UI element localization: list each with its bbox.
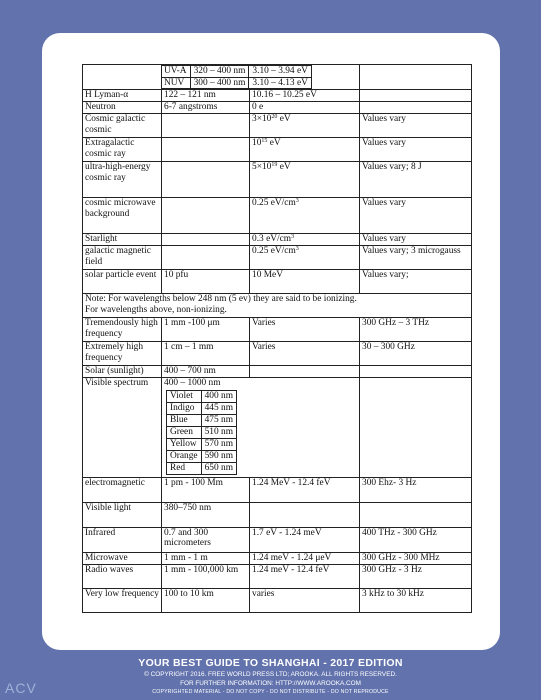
wavelength-cell: 10 pfu — [162, 270, 250, 294]
table-row — [83, 477, 472, 502]
table-row — [83, 246, 472, 270]
table-row — [83, 366, 472, 378]
note-line: Note: For wavelengths below 248 nm (5 ev) they are said to be ionizing. — [85, 294, 357, 305]
energy-exponent: 3 — [295, 246, 299, 253]
color-row — [167, 402, 237, 414]
color-wavelength: 475 nm — [201, 414, 236, 426]
row-label: ultra-high-energy cosmic ray — [83, 162, 162, 198]
value-cell: Values vary — [360, 198, 472, 234]
energy-cell: 1.24 meV - 12.4 feV — [250, 564, 360, 588]
wavelength-cell — [162, 162, 250, 198]
visible-range: 400 – 1000 nm — [164, 378, 221, 389]
color-row — [167, 390, 237, 402]
value-cell: 400 THz - 300 GHz — [360, 527, 472, 552]
value-cell — [360, 90, 472, 102]
table-row — [83, 552, 472, 564]
color-row — [167, 462, 237, 474]
energy-base: 10 — [252, 138, 262, 149]
table-row — [83, 102, 472, 114]
note-cell — [83, 294, 472, 318]
energy-base: 0.25 eV/cm — [252, 198, 296, 209]
table-row — [83, 564, 472, 588]
color-wavelength: 510 nm — [201, 426, 236, 438]
wavelength-cell — [162, 246, 250, 270]
row-label: Visible light — [83, 502, 162, 527]
footer-copyright: © COPYRIGHT 2016. FREE WORLD PRESS LTD; AROOKA. ALL RIGHTS RESERVED. — [144, 671, 397, 678]
table-row — [83, 270, 472, 294]
color-row — [167, 426, 237, 438]
color-name: Indigo — [167, 402, 202, 414]
row-label: H Lyman-α — [83, 90, 162, 102]
uv-band: NUV — [162, 77, 191, 89]
color-name: Orange — [167, 450, 202, 462]
energy-cell — [250, 502, 360, 527]
color-row — [167, 450, 237, 462]
energy-unit: eV — [267, 138, 281, 149]
energy-cell — [250, 138, 360, 162]
uv-band: UV-A — [162, 66, 191, 78]
value-cell: 30 – 300 GHz — [360, 342, 472, 366]
energy-base: 3×10 — [252, 114, 272, 125]
color-wavelength: 400 nm — [201, 390, 236, 402]
table-row — [83, 342, 472, 366]
row-label: Tremendously high frequency — [83, 318, 162, 342]
wavelength-cell — [162, 114, 250, 138]
color-name: Yellow — [167, 438, 202, 450]
energy-unit: eV — [277, 162, 291, 173]
value-cell: Values vary — [360, 234, 472, 246]
table-cell — [360, 378, 472, 478]
row-label: Cosmic galactic cosmic — [83, 114, 162, 138]
table-row — [83, 138, 472, 162]
value-cell — [360, 366, 472, 378]
wavelength-cell — [162, 198, 250, 234]
energy-exponent: 20 — [271, 114, 278, 121]
wavelength-cell: 400 – 700 nm — [162, 366, 250, 378]
table-row — [83, 588, 472, 612]
color-wavelength: 590 nm — [201, 450, 236, 462]
energy-exponent: 3 — [291, 234, 295, 241]
energy-cell: 10.16 – 10.25 eV — [250, 90, 360, 102]
uv-subtable — [162, 65, 312, 89]
wavelength-cell: 1 mm - 1 m — [162, 552, 250, 564]
energy-base: 5×10 — [252, 162, 272, 173]
energy-cell — [250, 162, 360, 198]
value-cell — [360, 502, 472, 527]
uv-row — [83, 65, 472, 90]
table-row — [83, 527, 472, 552]
table-row — [83, 198, 472, 234]
energy-cell — [250, 198, 360, 234]
footer-title: YOUR BEST GUIDE TO SHANGHAI - 2017 EDITION — [138, 657, 403, 669]
wavelength-cell: 0.7 and 300 micrometers — [162, 527, 250, 552]
value-cell: 300 GHz – 3 THz — [360, 318, 472, 342]
color-row — [167, 438, 237, 450]
row-label: Infrared — [83, 527, 162, 552]
spectrum-table — [82, 64, 472, 613]
wavelength-cell: 380–750 nm — [162, 502, 250, 527]
energy-cell: Varies — [250, 318, 360, 342]
color-row — [167, 414, 237, 426]
color-name: Red — [167, 462, 202, 474]
energy-cell: 10 MeV — [250, 270, 360, 294]
energy-cell: 1.7 eV - 1.24 meV — [250, 527, 360, 552]
color-table — [166, 390, 237, 475]
uv-row-nuv — [162, 77, 312, 89]
note-row — [83, 294, 472, 318]
value-cell: Values vary; 8 J — [360, 162, 472, 198]
energy-exponent: 3 — [295, 198, 299, 205]
color-wavelength: 650 nm — [201, 462, 236, 474]
color-name: Violet — [167, 390, 202, 402]
wavelength-cell — [162, 138, 250, 162]
energy-base: 0.25 eV/cm — [252, 246, 296, 257]
row-label: Visible spectrum — [83, 378, 162, 478]
wavelength-cell: 1 mm -100 μm — [162, 318, 250, 342]
wavelength-cell: 6-7 angstroms — [162, 102, 250, 114]
value-cell: 300 GHz - 300 MHz — [360, 552, 472, 564]
row-label: Neutron — [83, 102, 162, 114]
row-label: electromagnetic — [83, 477, 162, 502]
energy-exponent: 19 — [271, 162, 278, 169]
uv-cell — [162, 65, 360, 90]
energy-cell — [250, 366, 360, 378]
value-cell: Values vary — [360, 114, 472, 138]
uv-range: 320 – 400 nm — [190, 66, 249, 78]
row-label: galactic magnetic field — [83, 246, 162, 270]
table-cell — [360, 65, 472, 90]
energy-base: 0.3 eV/cm — [252, 234, 292, 245]
value-cell: 300 Ehz- 3 Hz — [360, 477, 472, 502]
energy-cell: 1.24 MeV - 12.4 feV — [250, 477, 360, 502]
color-wavelength: 570 nm — [201, 438, 236, 450]
row-label: cosmic microwave background — [83, 198, 162, 234]
wavelength-cell: 122 – 121 nm — [162, 90, 250, 102]
wavelength-cell: 1 mm - 100,000 km — [162, 564, 250, 588]
value-cell: 3 kHz to 30 kHz — [360, 588, 472, 612]
table-row — [83, 114, 472, 138]
uv-row-a — [162, 66, 312, 78]
table-row — [83, 90, 472, 102]
row-label: Extragalactic cosmic ray — [83, 138, 162, 162]
value-cell: Values vary; — [360, 270, 472, 294]
row-label: Extremely high frequency — [83, 342, 162, 366]
table-row — [83, 234, 472, 246]
uv-range: 300 – 400 nm — [190, 77, 249, 89]
wavelength-cell: 1 cm – 1 mm — [162, 342, 250, 366]
value-cell: Values vary; 3 microgauss — [360, 246, 472, 270]
energy-cell — [250, 114, 360, 138]
value-cell — [360, 102, 472, 114]
visible-spectrum-cell — [162, 378, 360, 478]
row-label: Starlight — [83, 234, 162, 246]
row-label: Radio waves — [83, 564, 162, 588]
row-label: solar particle event — [83, 270, 162, 294]
row-label: Very low frequency — [83, 588, 162, 612]
value-cell: 300 GHz - 3 Hz — [360, 564, 472, 588]
uv-energy: 3.10 – 3.94 eV — [249, 66, 311, 78]
table-row — [83, 502, 472, 527]
energy-cell — [250, 234, 360, 246]
energy-unit: eV — [277, 114, 291, 125]
energy-cell: 1.24 meV - 1.24 μeV — [250, 552, 360, 564]
color-name: Green — [167, 426, 202, 438]
wavelength-cell — [162, 234, 250, 246]
watermark: ACV — [5, 680, 37, 696]
energy-cell: Varies — [250, 342, 360, 366]
energy-cell: 0 e — [250, 102, 360, 114]
uv-energy: 3.10 – 4.13 eV — [249, 77, 311, 89]
wavelength-cell: 100 to 10 km — [162, 588, 250, 612]
footer-notice: COPYRIGHTED MATERIAL - DO NOT COPY - DO NOT DISTRIBUTE - DO NOT REPRODUCE — [152, 689, 389, 695]
value-cell: Values vary — [360, 138, 472, 162]
color-name: Blue — [167, 414, 202, 426]
row-label: Microwave — [83, 552, 162, 564]
table-row — [83, 318, 472, 342]
row-label: Solar (sunlight) — [83, 366, 162, 378]
energy-exponent: 15 — [261, 138, 268, 145]
energy-cell: varies — [250, 588, 360, 612]
note-line: For wavelengths above, non-ionizing. — [85, 304, 227, 315]
visible-spectrum-row — [83, 378, 472, 478]
footer-info-link[interactable]: FOR FURTHER INFORMATION: HTTP://WWW.AROOKA.COM — [180, 680, 361, 687]
energy-cell — [250, 246, 360, 270]
color-wavelength: 445 nm — [201, 402, 236, 414]
table-cell — [83, 65, 162, 90]
wavelength-cell: 1 pm - 100 Mm — [162, 477, 250, 502]
table-row — [83, 162, 472, 198]
